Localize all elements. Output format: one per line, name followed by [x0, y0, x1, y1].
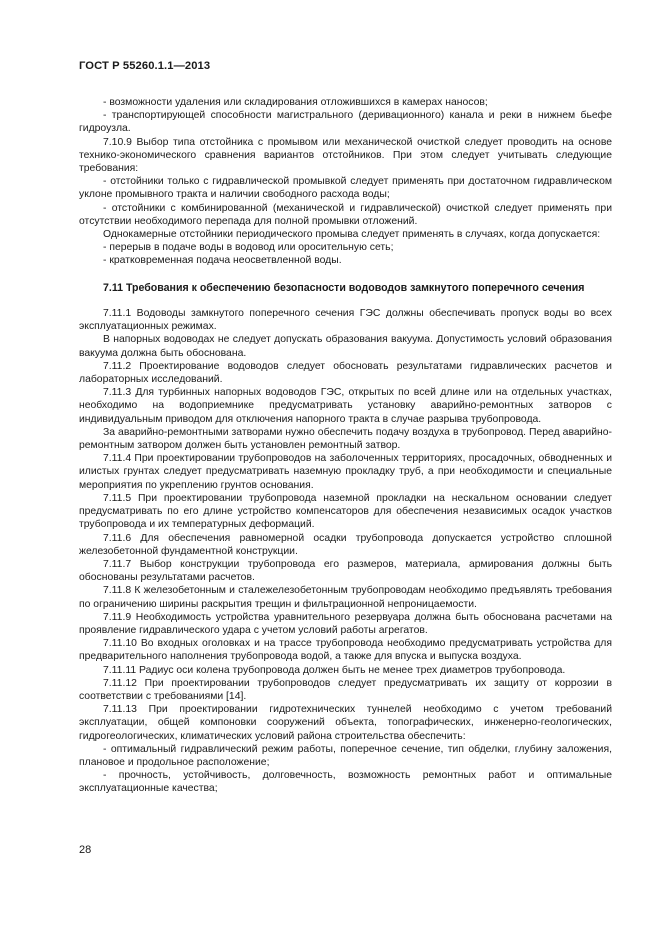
paragraph: 7.11.10 Во входных оголовках и на трассе трубопровода необходимо предусматривать устройства для предварительного наполнения трубопровода водой, а также для впуска и выпуска воздуха.: [79, 638, 612, 663]
paragraph: 7.11.12 При проектировании трубопроводов следует предусматривать их защиту от коррозии в соответствии с требованиями [14].: [79, 677, 612, 702]
paragraph: В напорных водоводах не следует допускать образования вакуума. Допустимость условий образования вакуума должна быть обоснована.: [79, 334, 612, 359]
paragraph: - отстойники с комбинированной (механической и гидравлической) очисткой следует применять при отсутствии необходимого перепада для полной промывки отложений.: [79, 202, 612, 227]
paragraph: 7.11.8 К железобетонным и сталежелезобетонным трубопроводам необходимо предъявлять требования по ограничению ширины раскрытия трещин и фильтрационной непроницаемости.: [79, 585, 612, 610]
paragraph: 7.11.13 При проектировании гидротехнических туннелей необходимо с учетом требований эксплуатации, общей компоновки сооружений объекта, топографических, инженерно-геологических, гидрогеологических, климатических условий района строительства обеспечить:: [79, 704, 612, 742]
paragraph: - возможности удаления или складирования отложившихся в камерах наносов;: [103, 97, 488, 108]
paragraph: Однокамерные отстойники периодического промыва следует применять в случаях, когда допускается:: [103, 229, 601, 241]
paragraph: 7.10.9 Выбор типа отстойника с промывом или механической очисткой следует проводить на основе технико-экономического сравнения вариантов отстойников. При этом следует учитывать следующие требования:: [79, 136, 612, 175]
page-number: 28: [79, 844, 92, 856]
document-body: [79, 96, 612, 796]
paragraph: - транспортирующей способности магистрального (деривационного) канала и реки в нижнем бьефе гидроузла.: [79, 110, 612, 135]
paragraph: 7.11.4 При проектировании трубопроводов на заболоченных территориях, просадочных, обводненных и илистых грунтах следует предусматривать наземную прокладку труб, а при необходимости и специальные мероприятия по укреплению грунтов основания.: [79, 453, 612, 491]
page-header: ГОСТ Р 55260.1.1—2013: [79, 60, 211, 72]
paragraph: 7.11.7 Выбор конструкции трубопровода его размеров, материала, армирования должны быть обоснованы результатами расчетов.: [79, 558, 612, 584]
paragraph: 7.11.2 Проектирование водоводов следует обосновать результатами гидравлических расчетов и лабораторных исследований.: [79, 360, 612, 386]
paragraph: - отстойники только с гидравлической промывкой следует применять при достаточном гидравлическом уклоне промывного тракта и наличии свободного расхода воды;: [79, 176, 612, 201]
paragraph: - прочность, устойчивость, долговечность, возможность ремонтных работ и оптимальные эксплуатационные качества;: [79, 770, 612, 795]
paragraph: 7.11.6 Для обеспечения равномерной осадки трубопровода допускается устройство сплошной железобетонной фундаментной конструкции.: [79, 532, 612, 557]
paragraph: - кратковременная подача неосветвленной воды.: [103, 255, 342, 267]
paragraph: За аварийно-ремонтными затворами нужно обеспечить подачу воздуха в трубопровод. Перед аварийно-ремонтным затвором должен быть установлен ремонтный затвор.: [79, 426, 612, 452]
paragraph: 7.11.11 Радиус оси колена трубопровода должен быть не менее трех диаметров трубопровода.: [103, 664, 566, 676]
paragraph: 7.11.5 При проектировании трубопровода наземной прокладки на нескальном основании следует предусматривать по его длине устройство компенсаторов для обеспечения независимых осадок участков трубопровода и их температурных деформаций.: [79, 492, 612, 531]
paragraph: 7.11.9 Необходимость устройства уравнительного резервуара должна быть обоснована расчетами на проявление гидравлического удара с учетом условий работы агрегатов.: [79, 611, 612, 636]
paragraph: 7.11.1 Водоводы замкнутого поперечного сечения ГЭС должны обеспечивать пропуск воды во всех эксплуатационных режимах.: [79, 308, 612, 333]
paragraph: - перерыв в подаче воды в водовод или оросительную сеть;: [103, 242, 394, 254]
paragraph: 7.11.3 Для турбинных напорных водоводов ГЭС, открытых по всей длине или на отдельных участках, необходимо на водоприемнике предусматривать установку аварийно-ремонтных затворов с индивидуальным приводом для отключения напорного тракта в случае разрыва трубопровода.: [79, 387, 612, 425]
section-heading: 7.11 Требования к обеспечению безопасности водоводов замкнутого поперечного сечения: [103, 281, 585, 294]
paragraph: - оптимальный гидравлический режим работы, поперечное сечение, тип обделки, глубину заложения, плановое и продольное расположение;: [79, 743, 612, 768]
